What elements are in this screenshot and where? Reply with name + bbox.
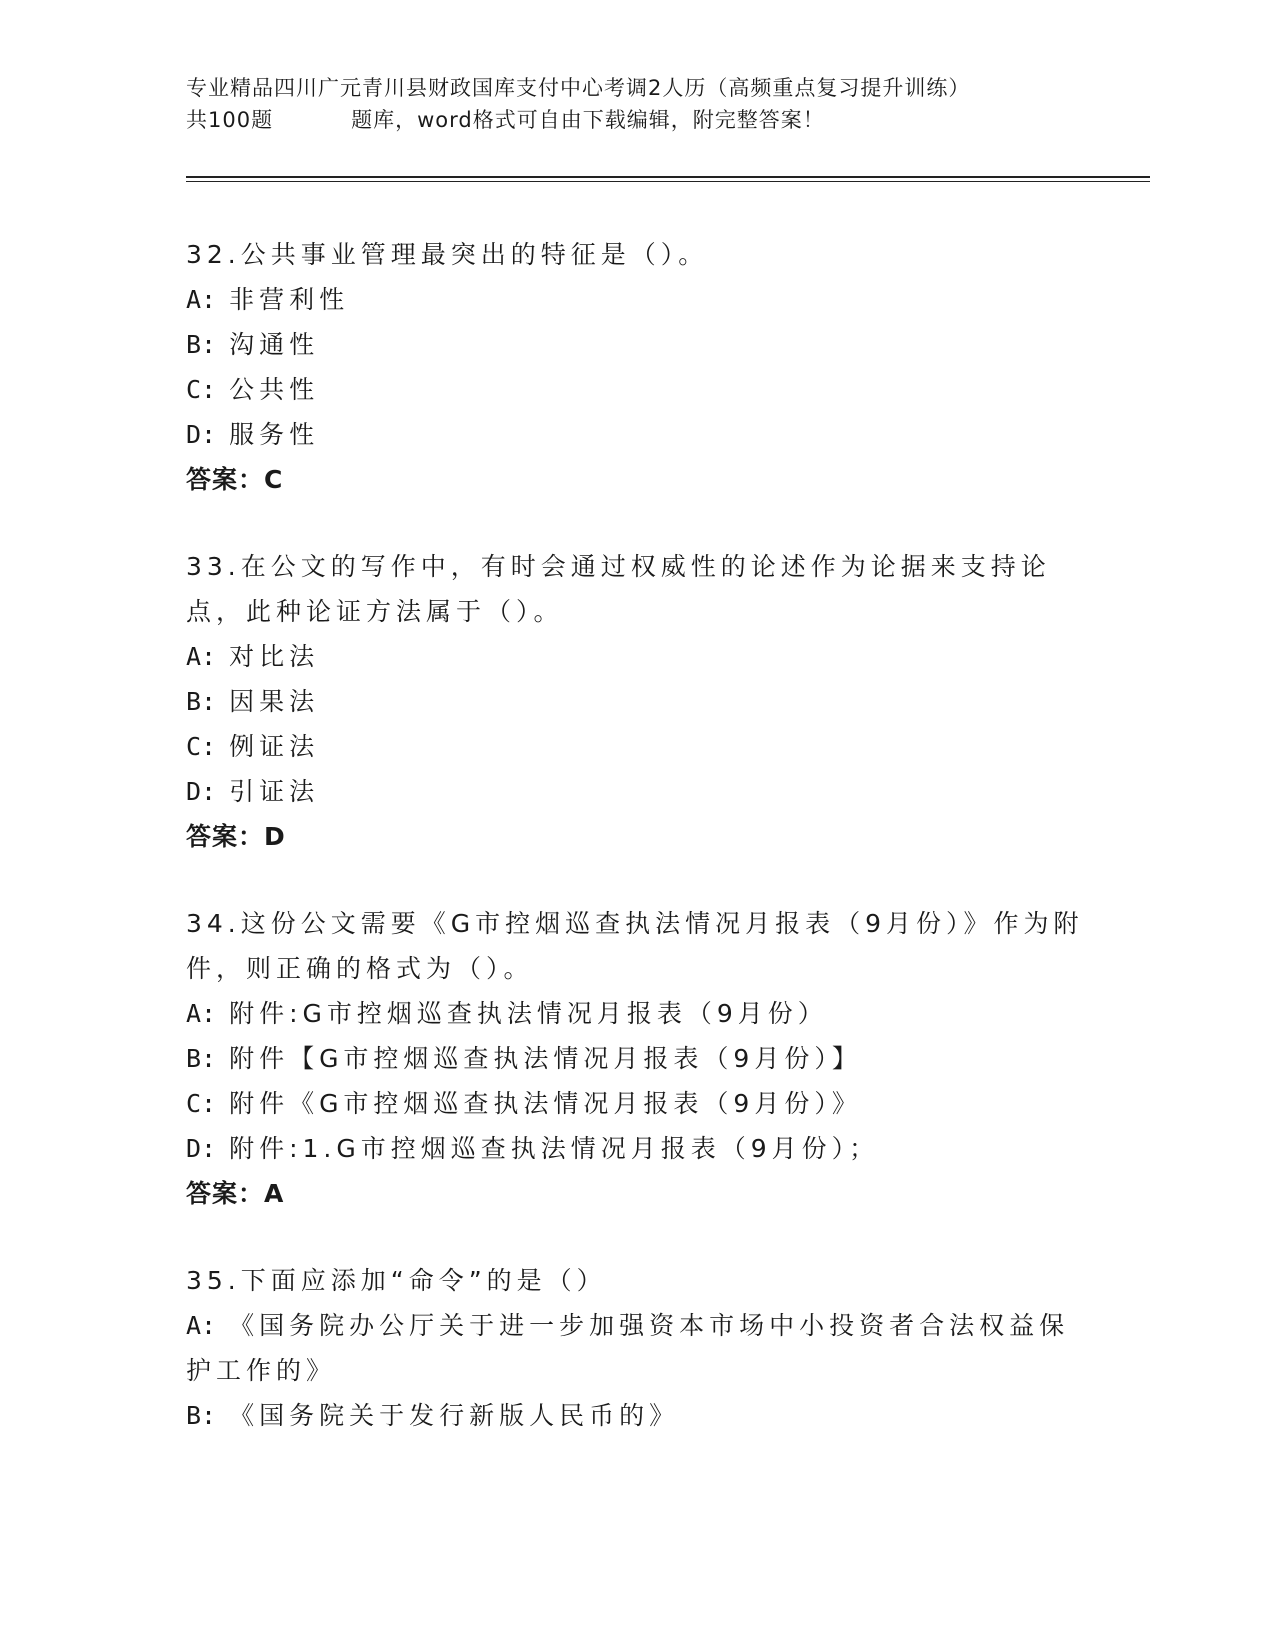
option-a bbox=[186, 991, 1086, 1036]
option-d bbox=[186, 769, 1086, 814]
option-text: 附件【G市控烟巡查执法情况月报表（9月份）】 bbox=[229, 1044, 862, 1073]
header-divider-thin bbox=[186, 181, 1150, 182]
option-a bbox=[186, 277, 1086, 322]
answer-text: 答案：A bbox=[186, 1179, 285, 1208]
option-text: 沟通性 bbox=[229, 330, 320, 359]
option-label: B: bbox=[186, 330, 217, 359]
option-label: D: bbox=[186, 1134, 217, 1163]
option-text: 非营利性 bbox=[229, 285, 350, 314]
header-question-count: 共100题 bbox=[186, 108, 274, 132]
option-c bbox=[186, 1081, 1086, 1126]
option-label: C: bbox=[186, 1089, 217, 1118]
header-divider-thick bbox=[186, 176, 1150, 178]
option-b bbox=[186, 1036, 1086, 1081]
option-b bbox=[186, 1393, 1086, 1438]
option-text: 附件:1.G市控烟巡查执法情况月报表（9月份）； bbox=[229, 1134, 880, 1163]
question-list bbox=[186, 232, 1086, 1480]
option-text: 《国务院关于发行新版人民币的》 bbox=[229, 1401, 680, 1430]
question-text: 35.下面应添加“命令”的是（） bbox=[186, 1266, 607, 1295]
question-text: 34.这份公文需要《G市控烟巡查执法情况月报表（9月份）》作为附件，则正确的格式为（）。 bbox=[186, 909, 1084, 983]
option-a bbox=[186, 634, 1086, 679]
answer-text: 答案：C bbox=[186, 465, 284, 494]
option-d bbox=[186, 412, 1086, 457]
option-text: 公共性 bbox=[229, 375, 320, 404]
option-label: A: bbox=[186, 642, 217, 671]
question-35 bbox=[186, 1258, 1086, 1438]
option-text: 对比法 bbox=[229, 642, 320, 671]
option-label: B: bbox=[186, 1044, 217, 1073]
question-text: 32.公共事业管理最突出的特征是（）。 bbox=[186, 240, 709, 269]
option-text: 服务性 bbox=[229, 420, 320, 449]
header-title: 专业精品四川广元青川县财政国库支付中心考调2人历（高频重点复习提升训练） bbox=[186, 76, 971, 100]
option-text: 例证法 bbox=[229, 732, 320, 761]
option-label: B: bbox=[186, 687, 217, 716]
option-label: A: bbox=[186, 1311, 217, 1340]
option-d bbox=[186, 1126, 1086, 1171]
question-33 bbox=[186, 544, 1086, 859]
answer-text: 答案：D bbox=[186, 822, 286, 851]
question-34 bbox=[186, 901, 1086, 1216]
document-header bbox=[186, 72, 1106, 136]
option-label: A: bbox=[186, 999, 217, 1028]
question-text: 33.在公文的写作中，有时会通过权威性的论述作为论据来支持论点，此种论证方法属于（）。 bbox=[186, 552, 1051, 626]
option-text: 因果法 bbox=[229, 687, 320, 716]
option-b bbox=[186, 679, 1086, 724]
option-label: C: bbox=[186, 732, 217, 761]
option-text: 《国务院办公厅关于进一步加强资本市场中小投资者合法权益保护工作的》 bbox=[186, 1311, 1070, 1385]
option-text: 附件:G市控烟巡查执法情况月报表（9月份） bbox=[229, 999, 828, 1028]
option-b bbox=[186, 322, 1086, 367]
header-subtitle bbox=[186, 104, 1106, 136]
option-label: C: bbox=[186, 375, 217, 404]
option-text: 附件《G市控烟巡查执法情况月报表（9月份）》 bbox=[229, 1089, 862, 1118]
option-label: B: bbox=[186, 1401, 217, 1430]
header-description: 题库，word格式可自由下载编辑，附完整答案！ bbox=[351, 108, 825, 132]
option-a bbox=[186, 1303, 1086, 1393]
option-label: A: bbox=[186, 285, 217, 314]
option-label: D: bbox=[186, 420, 217, 449]
option-label: D: bbox=[186, 777, 217, 806]
option-text: 引证法 bbox=[229, 777, 320, 806]
option-c bbox=[186, 724, 1086, 769]
question-32 bbox=[186, 232, 1086, 502]
option-c bbox=[186, 367, 1086, 412]
